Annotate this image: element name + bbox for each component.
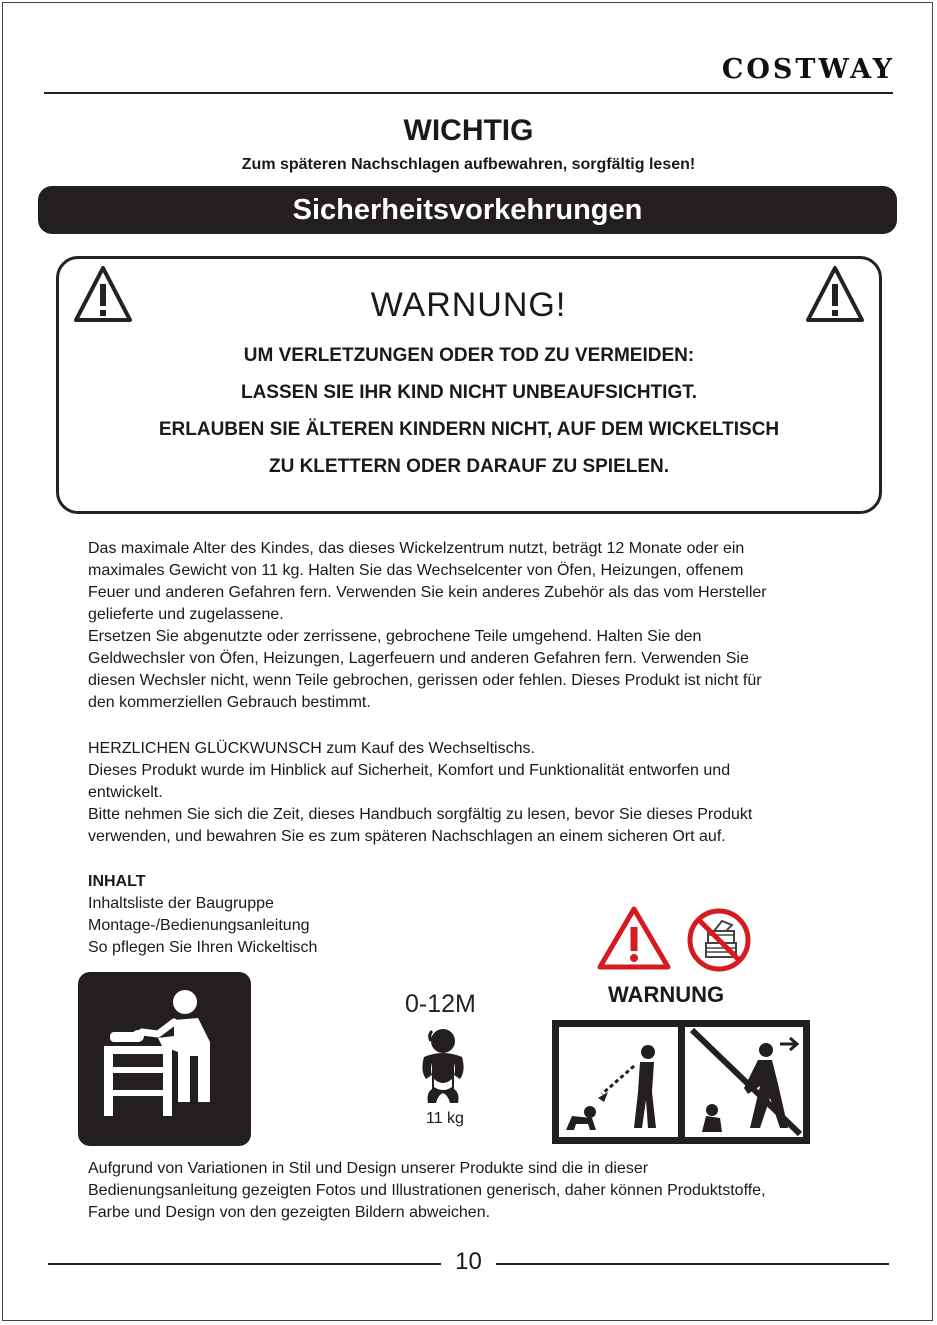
text-line: den kommerziellen Gebrauch bestimmt. bbox=[88, 694, 371, 711]
page-subtitle: Zum späteren Nachschlagen aufbewahren, sorgfältig lesen! bbox=[241, 156, 696, 173]
text-line: diesen Wechsler nicht, wenn Teile gebrochen, gerissen oder fehlen. Dieses Produkt ist nicht für bbox=[88, 672, 762, 689]
text-line: Das maximale Alter des Kindes, das dieses Wickelzentrum nutzt, beträgt 12 Monate oder ein bbox=[88, 540, 745, 557]
red-warning-icon bbox=[596, 905, 672, 971]
no-climbing-icon bbox=[686, 907, 752, 973]
warning-line: UM VERLETZUNGEN ODER TOD ZU VERMEIDEN: bbox=[243, 345, 695, 366]
text-line: Dieses Produkt wurde im Hinblick auf Sicherheit, Komfort und Funktionalität entworfen und bbox=[88, 762, 731, 779]
page-title: WICHTIG bbox=[403, 114, 534, 147]
baby-icon bbox=[418, 1027, 468, 1107]
disclaimer-paragraph bbox=[88, 1158, 878, 1224]
text-line: Farbe und Design von den gezeigten Bildern abweichen. bbox=[88, 1204, 491, 1221]
text-line: Aufgrund von Variationen in Stil und Design unserer Produkte sind die in dieser bbox=[88, 1160, 649, 1177]
warning-line: LASSEN SIE IHR KIND NICHT UNBEAUFSICHTIGT. bbox=[240, 382, 698, 403]
text-line: Feuer und anderen Gefahren fern. Verwenden Sie kein anderes Zubehör als das vom Hersteller bbox=[88, 584, 767, 601]
section-banner: Sicherheitsvorkehrungen bbox=[38, 186, 897, 234]
text-line: verwenden, und bewahren Sie es zum späteren Nachschlagen an einem sicheren Ort auf. bbox=[88, 828, 726, 845]
weight-label: 11 kg bbox=[426, 1110, 464, 1127]
text-line: Bedienungsanleitung gezeigten Fotos und Illustrationen generisch, daher können Produktstoffe, bbox=[88, 1182, 766, 1199]
page-number: 10 bbox=[455, 1248, 482, 1275]
supervision-illustration-icon bbox=[552, 1020, 810, 1144]
contents-item: Montage-/Bedienungsanleitung bbox=[88, 917, 310, 934]
text-line: entwickelt. bbox=[88, 784, 163, 801]
text-line: Geldwechsler von Öfen, Heizungen, Lagerfeuern und anderen Gefahren fern. Verwenden Sie bbox=[88, 650, 749, 667]
contents-item: So pflegen Sie Ihren Wickeltisch bbox=[88, 939, 318, 956]
warning-line: ERLAUBEN SIE ÄLTEREN KINDERN NICHT, AUF DEM WICKELTISCH bbox=[158, 419, 780, 440]
warning-line: ZU KLETTERN ODER DARAUF ZU SPIELEN. bbox=[268, 456, 670, 477]
text-line: Bitte nehmen Sie sich die Zeit, dieses Handbuch sorgfältig zu lesen, bevor Sie dieses Produkt bbox=[88, 806, 753, 823]
text-line: HERZLICHEN GLÜCKWUNSCH zum Kauf des Wechseltischs. bbox=[88, 740, 535, 757]
warning-label: WARNUNG bbox=[608, 982, 725, 1007]
changing-table-icon bbox=[78, 972, 251, 1146]
safety-paragraph bbox=[88, 538, 858, 714]
text-line: Ersetzen Sie abgenutzte oder zerrissene, gebrochene Teile umgehend. Halten Sie den bbox=[88, 628, 702, 645]
contents-item: Inhaltsliste der Baugruppe bbox=[88, 895, 274, 912]
age-label: 0-12M bbox=[405, 990, 476, 1018]
congrats-paragraph bbox=[88, 738, 858, 848]
footer-rule-right bbox=[496, 1263, 889, 1265]
brand-logo: COSTWAY bbox=[721, 54, 895, 85]
text-line: gelieferte und zugelassene. bbox=[88, 606, 284, 623]
contents-heading: INHALT bbox=[88, 873, 146, 890]
text-line: maximales Gewicht von 11 kg. Halten Sie das Wechselcenter von Öfen, Heizungen, offenem bbox=[88, 562, 744, 579]
warning-title: WARNUNG! bbox=[370, 286, 567, 324]
contents-list bbox=[88, 871, 388, 959]
header-rule bbox=[44, 92, 893, 94]
